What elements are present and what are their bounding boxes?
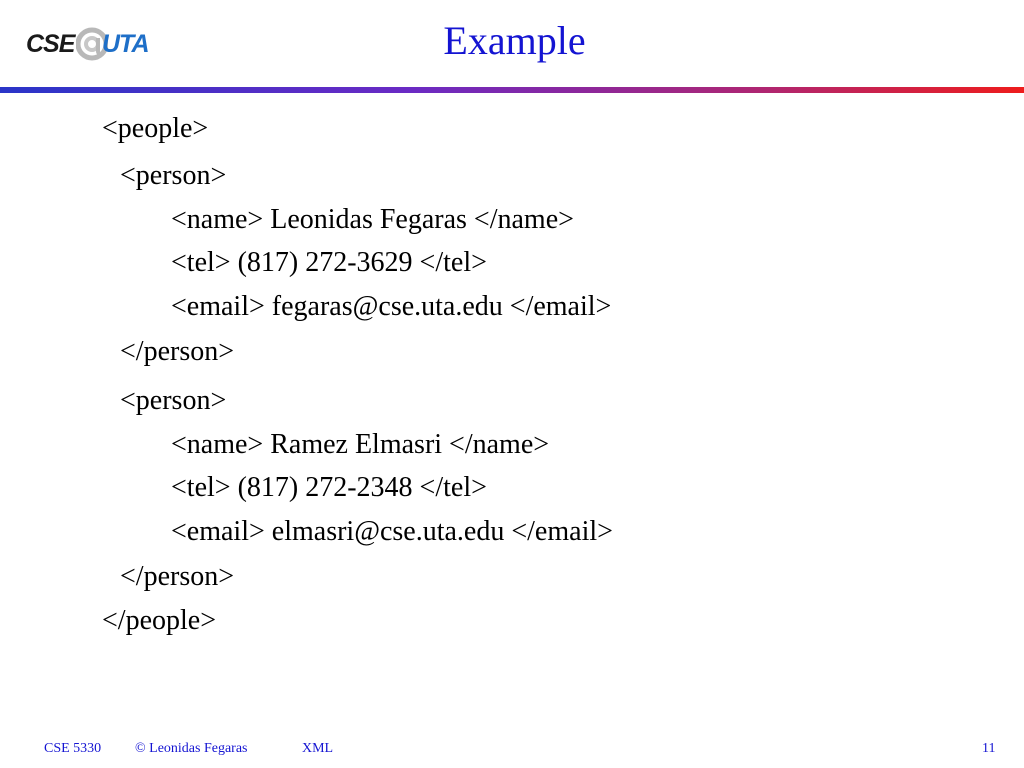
- footer-copyright: © Leonidas Fegaras: [135, 741, 248, 756]
- code-line-email: <email> elmasri@cse.uta.edu </email>: [171, 516, 613, 547]
- code-line-person-close: </person>: [120, 561, 235, 592]
- slide-title: Example: [443, 18, 586, 63]
- footer-course: CSE 5330: [44, 741, 102, 756]
- logo-uta-text: UTA: [102, 30, 149, 58]
- code-line-name: <name> Ramez Elmasri </name>: [171, 429, 550, 460]
- code-line-person-open: <person>: [120, 160, 227, 191]
- code-line-person-open: <person>: [120, 385, 227, 416]
- code-line-people-close: </people>: [102, 605, 216, 636]
- title-divider: [0, 87, 1024, 93]
- code-line-tel: <tel> (817) 272-2348 </tel>: [171, 472, 487, 503]
- logo-cse-text: CSE: [26, 30, 75, 58]
- code-line-person-close: </person>: [120, 336, 235, 367]
- code-line-tel: <tel> (817) 272-3629 </tel>: [171, 247, 487, 278]
- code-line-name: <name> Leonidas Fegaras </name>: [171, 204, 574, 235]
- footer-topic: XML: [302, 741, 334, 756]
- code-line-people-open: <people>: [102, 113, 209, 144]
- code-line-email: <email> fegaras@cse.uta.edu </email>: [171, 291, 612, 322]
- footer-page-number: 11: [982, 741, 996, 756]
